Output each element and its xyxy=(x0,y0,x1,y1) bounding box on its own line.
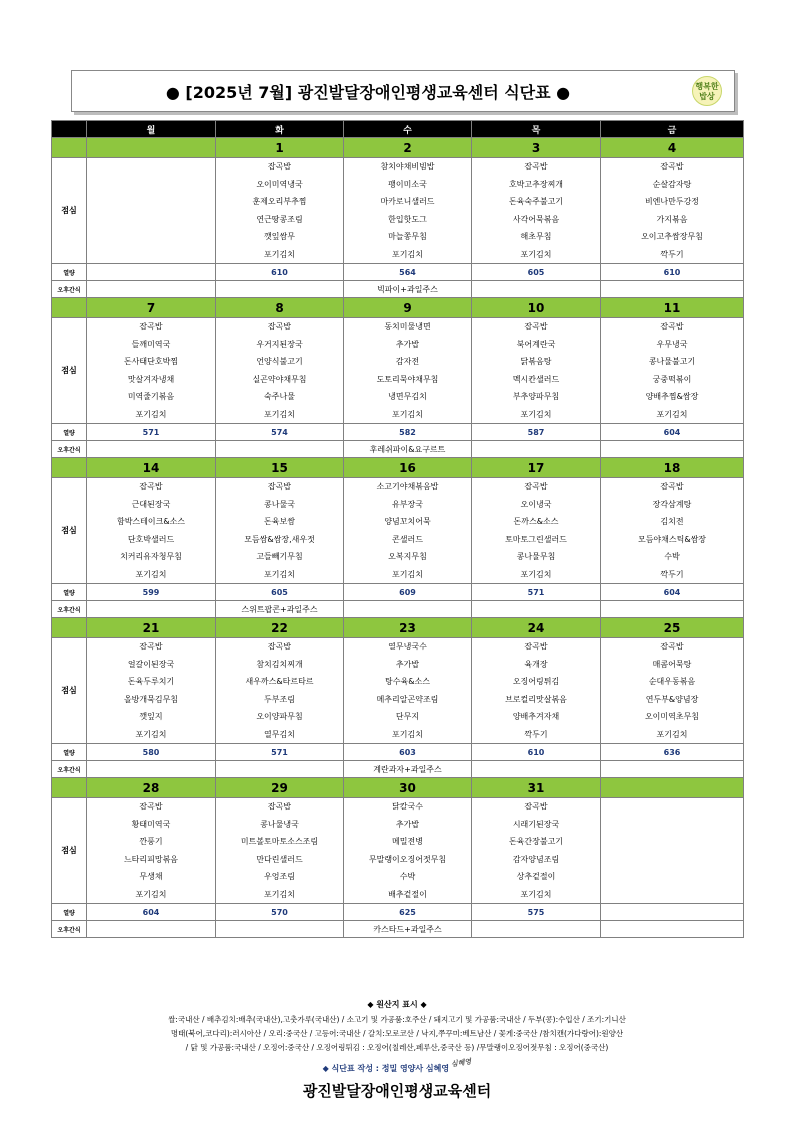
calorie-cell: 564 xyxy=(344,264,472,281)
date-cell: 30 xyxy=(344,778,472,798)
day-header: 화 xyxy=(216,121,344,138)
dish-item: 실곤약야채무침 xyxy=(252,374,307,384)
dish-item: 우무냉국 xyxy=(656,339,688,349)
dish-item: 포기김치 xyxy=(135,889,167,899)
dish-item: 포기김치 xyxy=(392,569,423,579)
dish-item: 새우까스&타르타르 xyxy=(245,677,314,686)
date-row-label xyxy=(52,298,87,318)
snack-row xyxy=(52,921,744,938)
snack-cell xyxy=(472,921,601,938)
dish-item: 오이미역냉국 xyxy=(256,179,303,189)
dish-item: 포기김치 xyxy=(656,729,688,739)
lunch-label: 점심 xyxy=(52,318,87,424)
snack-cell: 후레쉬파이&요구르트 xyxy=(344,441,472,458)
day-header: 목 xyxy=(472,121,601,138)
calorie-cell xyxy=(87,264,216,281)
dish-item: 콩나물불고기 xyxy=(648,357,696,366)
dish-item: 수박 xyxy=(664,552,680,561)
snack-cell: 카스타드+과일주스 xyxy=(344,921,472,938)
calorie-label: 열량 xyxy=(52,584,87,601)
dish-item: 포기김치 xyxy=(392,729,423,739)
menu-cell xyxy=(601,478,744,584)
date-cell: 18 xyxy=(601,458,744,478)
dish-item: 탕수육&소스 xyxy=(385,677,430,686)
snack-cell xyxy=(87,601,216,618)
date-cell: 23 xyxy=(344,618,472,638)
dish-item: 궁중떡볶이 xyxy=(652,374,692,384)
lunch-row xyxy=(52,318,744,424)
dish-item: 소고기야채볶음밥 xyxy=(376,482,439,491)
snack-cell xyxy=(216,281,344,298)
dish-item: 양배추찜&쌈장 xyxy=(645,392,699,401)
date-cell: 8 xyxy=(216,298,344,318)
dish-item: 호박고추장찌개 xyxy=(508,179,564,189)
dish-item: 잡곡밥 xyxy=(139,482,163,491)
dish-item: 연두부&양념장 xyxy=(645,694,699,704)
snack-cell xyxy=(216,761,344,778)
menu-cell xyxy=(344,638,472,744)
dish-item: 팽이미소국 xyxy=(388,179,427,189)
dish-item: 언양식불고기 xyxy=(256,357,303,366)
dish-item: 포기김치 xyxy=(264,889,295,899)
dish-item: 단무지 xyxy=(395,712,420,721)
date-cell: 7 xyxy=(87,298,216,318)
date-row xyxy=(52,618,744,638)
dish-item: 잡곡밥 xyxy=(267,162,292,171)
origin-line: 쌀:국내산 / 배추김치:배추(국내산),고춧가루(국내산) / 소고기 및 가공품:호주산 / 돼지고기 및 가공품:국내산 / 두부(콩):수입산 / 조기:기니산 xyxy=(168,1015,626,1024)
dish-item: 포기김치 xyxy=(520,409,552,419)
dish-item: 콩나물냉국 xyxy=(260,819,299,829)
snack-cell xyxy=(601,281,744,298)
snack-cell xyxy=(87,441,216,458)
dish-item: 오이냉국 xyxy=(520,499,552,509)
lunch-label: 점심 xyxy=(52,798,87,904)
calorie-label: 열량 xyxy=(52,264,87,281)
dish-item: 부추양파무침 xyxy=(512,392,560,401)
dish-item: 사각어묵볶음 xyxy=(512,214,560,224)
calorie-row xyxy=(52,744,744,761)
calorie-cell: 587 xyxy=(472,424,601,441)
dish-item: 치커리유자청무침 xyxy=(120,552,182,561)
calorie-cell: 605 xyxy=(472,264,601,281)
date-cell: 21 xyxy=(87,618,216,638)
lunch-row xyxy=(52,798,744,904)
menu-table xyxy=(51,120,744,938)
date-row-label xyxy=(52,458,87,478)
date-cell: 16 xyxy=(344,458,472,478)
menu-cell xyxy=(216,158,344,264)
dish-item: 냉면무김치 xyxy=(388,392,427,401)
dish-item: 추가밥 xyxy=(395,659,420,669)
dish-item: 콘샐러드 xyxy=(392,534,423,544)
dish-item: 단호박샐러드 xyxy=(127,534,175,544)
dish-item: 오이고추쌈장무침 xyxy=(641,232,703,241)
dish-item: 가지볶음 xyxy=(656,214,688,224)
calorie-row xyxy=(52,584,744,601)
calorie-label: 열량 xyxy=(52,424,87,441)
author-line xyxy=(40,1056,754,1074)
dish-item: 고들빼기무침 xyxy=(256,552,303,561)
dish-item: 순대우동볶음 xyxy=(648,677,696,686)
dish-item: 장각삼계탕 xyxy=(652,499,692,509)
calorie-cell xyxy=(601,904,744,921)
dish-item: 우엉조림 xyxy=(264,872,295,881)
dish-item: 메밀전병 xyxy=(392,837,423,846)
dish-item: 잡곡밥 xyxy=(660,482,684,491)
calorie-cell: 604 xyxy=(601,424,744,441)
corner-cell xyxy=(52,121,87,138)
dish-item: 포기김치 xyxy=(520,889,552,899)
dish-item: 시래기된장국 xyxy=(512,819,560,829)
menu-cell xyxy=(344,478,472,584)
snack-cell xyxy=(601,601,744,618)
dish-item: 숙주나물 xyxy=(264,392,295,401)
dish-item: 돈육숙주불고기 xyxy=(508,197,564,206)
dish-item: 참치김치찌개 xyxy=(256,659,303,669)
dish-item: 해초무침 xyxy=(520,232,552,241)
dish-item: 오이미역초무침 xyxy=(644,712,700,721)
calorie-cell: 570 xyxy=(216,904,344,921)
menu-cell xyxy=(472,638,601,744)
date-cell: 11 xyxy=(601,298,744,318)
date-row xyxy=(52,298,744,318)
date-cell xyxy=(87,138,216,158)
calorie-label: 열량 xyxy=(52,744,87,761)
logo: 행복한 밥상 xyxy=(692,76,722,106)
dish-item: 훈제오리부추찜 xyxy=(252,197,307,206)
dish-item: 육개장 xyxy=(524,659,548,669)
snack-label: 오후간식 xyxy=(52,921,87,938)
dish-item: 콩나물국 xyxy=(264,499,295,509)
lunch-label: 점심 xyxy=(52,158,87,264)
dish-item: 포기김치 xyxy=(392,409,423,419)
dish-item: 한입핫도그 xyxy=(388,214,427,224)
dish-item: 감자전 xyxy=(395,357,420,366)
menu-cell xyxy=(87,158,216,264)
dish-item: 깻잎지 xyxy=(139,712,163,721)
dish-item: 열무냉국수 xyxy=(388,642,427,651)
author-text: ◆ 식단표 작성 : 정밀 영양사 심혜영 xyxy=(322,1064,450,1073)
date-cell: 24 xyxy=(472,618,601,638)
dish-item: 포기김치 xyxy=(135,409,167,419)
lunch-label: 점심 xyxy=(52,638,87,744)
dish-item: 감자양념조림 xyxy=(512,854,560,864)
origin-line: / 닭 및 가공품:국내산 / 오징어:중국산 / 오징어링튀김 : 오징어(칠레산,페루산,중국산 등) /무말랭이오징어젓무침 : 오징어(중국산) xyxy=(185,1043,609,1052)
weekday-header-row xyxy=(52,121,744,138)
dish-item: 잡곡밥 xyxy=(524,802,548,811)
dish-item: 양배추겨자채 xyxy=(512,712,560,721)
menu-cell xyxy=(216,478,344,584)
dish-item: 비엔나만두강정 xyxy=(644,197,700,206)
dish-item: 상추겉절이 xyxy=(516,872,556,881)
dish-item: 김치전 xyxy=(660,517,684,526)
day-header: 수 xyxy=(344,121,472,138)
lunch-label: 점심 xyxy=(52,478,87,584)
dish-item: 포기김치 xyxy=(656,409,688,419)
snack-cell xyxy=(601,761,744,778)
menu-cell xyxy=(87,638,216,744)
menu-cell xyxy=(601,158,744,264)
calorie-cell: 610 xyxy=(601,264,744,281)
snack-cell xyxy=(344,601,472,618)
dish-item: 수박 xyxy=(399,872,416,881)
dish-item: 돈육두루치기 xyxy=(127,677,175,686)
dish-item: 닭볶음탕 xyxy=(520,357,552,366)
dish-item: 포기김치 xyxy=(135,729,167,739)
snack-cell xyxy=(472,281,601,298)
dish-item: 잡곡밥 xyxy=(267,322,292,331)
calorie-label: 열량 xyxy=(52,904,87,921)
dish-item: 잡곡밥 xyxy=(139,642,163,651)
dish-item: 잡곡밥 xyxy=(524,322,548,331)
date-cell: 17 xyxy=(472,458,601,478)
dish-item: 깍두기 xyxy=(524,729,548,739)
snack-cell xyxy=(87,761,216,778)
calorie-cell: 604 xyxy=(87,904,216,921)
date-cell: 2 xyxy=(344,138,472,158)
date-cell: 3 xyxy=(472,138,601,158)
dish-item: 추가밥 xyxy=(395,339,420,349)
dish-item: 우거지된장국 xyxy=(256,339,303,349)
menu-cell xyxy=(344,798,472,904)
origin-line: 명태(북어,코다리):러시아산 / 오리:중국산 / 고등어:국내산 / 갈치:모로코산 / 낙지,쭈꾸미:베트남산 / 꽃게:중국산 /참치캔(가다랑어):원양산 xyxy=(170,1029,624,1038)
menu-cell xyxy=(216,798,344,904)
snack-label: 오후간식 xyxy=(52,601,87,618)
dish-item: 모듬야채스틱&쌈장 xyxy=(637,534,707,544)
title-box xyxy=(71,70,735,112)
dish-item: 황태미역국 xyxy=(131,819,171,829)
dish-item: 근대된장국 xyxy=(131,499,171,509)
dish-item: 토마토그린샐러드 xyxy=(505,534,567,544)
dish-item: 잡곡밥 xyxy=(524,482,548,491)
date-cell: 25 xyxy=(601,618,744,638)
lunch-row xyxy=(52,158,744,264)
dish-item: 모듬쌈&쌈장,새우젓 xyxy=(244,534,315,544)
menu-cell xyxy=(472,318,601,424)
snack-row xyxy=(52,441,744,458)
dish-item: 포기김치 xyxy=(520,569,552,579)
dish-item: 포기김치 xyxy=(264,409,295,419)
calorie-row xyxy=(52,264,744,281)
snack-cell: 스위트팝콘+과일주스 xyxy=(216,601,344,618)
signature: 심혜영 xyxy=(450,1056,472,1069)
dish-item: 메추리알곤약조림 xyxy=(376,694,439,704)
calorie-cell: 625 xyxy=(344,904,472,921)
dish-item: 함박스테이크&소스 xyxy=(116,517,186,526)
dish-item: 미역줄기볶음 xyxy=(127,392,175,401)
menu-cell xyxy=(216,318,344,424)
dish-item: 참치야채비빔밥 xyxy=(380,162,435,171)
snack-label: 오후간식 xyxy=(52,281,87,298)
dish-item: 추가밥 xyxy=(395,819,420,829)
dish-item: 멕시칸샐러드 xyxy=(512,374,560,384)
date-row-label xyxy=(52,778,87,798)
dish-item: 브로컬리맛살볶음 xyxy=(505,694,567,704)
dish-item: 마늘쫑무침 xyxy=(388,232,427,241)
dish-item: 잡곡밥 xyxy=(139,322,163,331)
dish-item: 느타리피망볶음 xyxy=(123,854,179,864)
dish-item: 오징어링튀김 xyxy=(512,677,560,686)
date-row-label xyxy=(52,138,87,158)
dish-item: 마카로니샐러드 xyxy=(380,197,435,206)
dish-item: 깍두기 xyxy=(660,569,684,579)
dish-item: 두부조림 xyxy=(264,694,295,704)
snack-cell xyxy=(87,281,216,298)
date-cell: 9 xyxy=(344,298,472,318)
dish-item: 잡곡밥 xyxy=(660,162,684,171)
snack-cell: 빅파이+과일주스 xyxy=(344,281,472,298)
dish-item: 돈육보쌈 xyxy=(264,517,295,526)
dish-item: 포기김치 xyxy=(264,249,295,259)
date-cell: 28 xyxy=(87,778,216,798)
dish-item: 연근땅콩조림 xyxy=(256,214,303,224)
calorie-cell: 610 xyxy=(216,264,344,281)
snack-label: 오후간식 xyxy=(52,761,87,778)
dish-item: 잡곡밥 xyxy=(524,642,548,651)
dish-item: 무생채 xyxy=(139,872,163,881)
dish-item: 포기김치 xyxy=(135,569,167,579)
snack-cell xyxy=(601,441,744,458)
dish-item: 포기김치 xyxy=(392,249,423,259)
snack-cell xyxy=(472,761,601,778)
calorie-row xyxy=(52,904,744,921)
calorie-cell: 609 xyxy=(344,584,472,601)
snack-cell xyxy=(472,441,601,458)
dish-item: 유부장국 xyxy=(392,499,423,509)
dish-item: 잡곡밥 xyxy=(267,802,292,811)
snack-cell xyxy=(216,921,344,938)
calorie-cell: 571 xyxy=(216,744,344,761)
date-row xyxy=(52,458,744,478)
menu-cell xyxy=(216,638,344,744)
dish-item: 콩나물무침 xyxy=(516,552,556,561)
date-cell: 14 xyxy=(87,458,216,478)
dish-item: 올방개묵김무침 xyxy=(123,694,179,704)
menu-cell xyxy=(87,478,216,584)
dish-item: 미트볼토마토소스조림 xyxy=(240,837,319,846)
dish-item: 매콤어묵탕 xyxy=(652,659,692,669)
dish-item: 잡곡밥 xyxy=(267,642,292,651)
dish-item: 양념꼬치어묵 xyxy=(384,517,431,526)
calorie-cell: 574 xyxy=(216,424,344,441)
menu-cell xyxy=(472,158,601,264)
lunch-row xyxy=(52,478,744,584)
dish-item: 닭칼국수 xyxy=(392,802,423,811)
menu-cell xyxy=(601,798,744,904)
dish-item: 오복지무침 xyxy=(388,552,427,561)
snack-row xyxy=(52,601,744,618)
date-cell: 4 xyxy=(601,138,744,158)
date-cell: 1 xyxy=(216,138,344,158)
date-cell: 31 xyxy=(472,778,601,798)
dish-item: 잡곡밥 xyxy=(524,162,548,171)
calorie-cell: 582 xyxy=(344,424,472,441)
date-cell: 10 xyxy=(472,298,601,318)
dish-item: 배추겉절이 xyxy=(388,889,427,899)
date-cell: 29 xyxy=(216,778,344,798)
date-row-label xyxy=(52,618,87,638)
calorie-cell: 636 xyxy=(601,744,744,761)
page-title: ● [2025년 7월] 광진발달장애인평생교육센터 식단표 ● xyxy=(165,83,571,102)
dish-item: 깻잎쌈무 xyxy=(264,232,295,241)
day-header: 금 xyxy=(601,121,744,138)
snack-label: 오후간식 xyxy=(52,441,87,458)
menu-cell xyxy=(472,798,601,904)
snack-cell: 계란과자+과일주스 xyxy=(344,761,472,778)
date-cell: 22 xyxy=(216,618,344,638)
dish-item: 포기김치 xyxy=(520,249,552,259)
calorie-cell: 603 xyxy=(344,744,472,761)
dish-item: 열무김치 xyxy=(264,729,295,739)
snack-cell xyxy=(472,601,601,618)
dish-item: 얼갈이된장국 xyxy=(127,659,175,669)
calorie-cell: 580 xyxy=(87,744,216,761)
dish-item: 돈육간장불고기 xyxy=(508,837,564,846)
dish-item: 북어계란국 xyxy=(516,339,556,349)
snack-cell xyxy=(87,921,216,938)
calorie-cell: 604 xyxy=(601,584,744,601)
calorie-cell: 575 xyxy=(472,904,601,921)
menu-cell xyxy=(87,318,216,424)
dish-item: 만다린샐러드 xyxy=(256,854,303,864)
dish-item: 들깨미역국 xyxy=(131,339,171,349)
dish-item: 도토리묵야채무침 xyxy=(376,374,439,384)
dish-item: 동치미물냉면 xyxy=(384,322,431,331)
menu-cell xyxy=(344,158,472,264)
snack-cell xyxy=(216,441,344,458)
date-row xyxy=(52,138,744,158)
date-cell: 15 xyxy=(216,458,344,478)
dish-item: 깐풍기 xyxy=(139,837,163,846)
dish-item: 무말랭이오징어젓무침 xyxy=(368,854,447,864)
dish-item: 깍두기 xyxy=(660,249,684,259)
dish-item: 잡곡밥 xyxy=(660,642,684,651)
lunch-row xyxy=(52,638,744,744)
day-header: 월 xyxy=(87,121,216,138)
snack-cell xyxy=(601,921,744,938)
snack-row xyxy=(52,281,744,298)
calorie-cell: 571 xyxy=(472,584,601,601)
calorie-row xyxy=(52,424,744,441)
dish-item: 돈까스&소스 xyxy=(513,517,559,526)
calorie-cell: 599 xyxy=(87,584,216,601)
dish-item: 잡곡밥 xyxy=(139,802,163,811)
menu-cell xyxy=(472,478,601,584)
snack-row xyxy=(52,761,744,778)
menu-cell xyxy=(87,798,216,904)
organization-name: 광진발달장애인평생교육센터 xyxy=(302,1082,492,1100)
origin-title: ◆ 원산지 표시 ◆ xyxy=(367,1000,427,1009)
dish-item: 포기김치 xyxy=(264,569,295,579)
dish-item: 순살감자탕 xyxy=(652,179,692,189)
dish-item: 잡곡밥 xyxy=(660,322,684,331)
calorie-cell: 571 xyxy=(87,424,216,441)
date-row xyxy=(52,778,744,798)
menu-cell xyxy=(601,318,744,424)
menu-cell xyxy=(601,638,744,744)
dish-item: 잡곡밥 xyxy=(267,482,292,491)
menu-cell xyxy=(344,318,472,424)
dish-item: 오이양파무침 xyxy=(256,712,303,721)
calorie-cell: 605 xyxy=(216,584,344,601)
date-cell xyxy=(601,778,744,798)
dish-item: 돈사태단호박찜 xyxy=(123,357,179,366)
dish-item: 맛살겨자냉채 xyxy=(127,374,175,384)
calorie-cell: 610 xyxy=(472,744,601,761)
